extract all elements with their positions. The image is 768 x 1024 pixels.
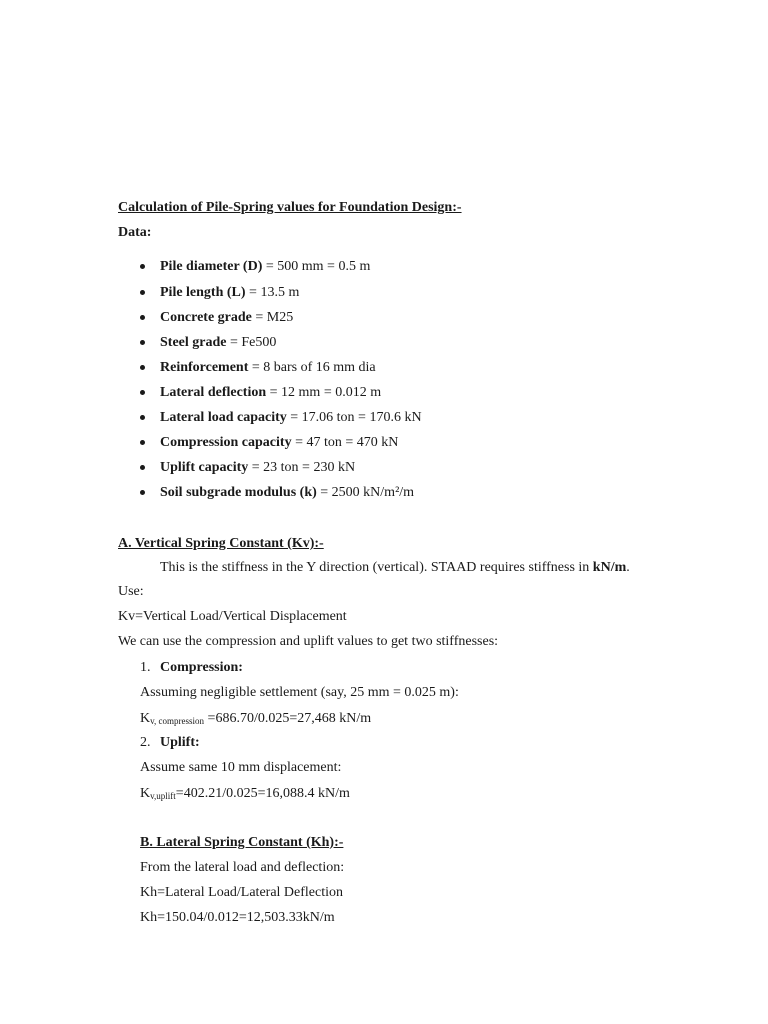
- list-item: Pile length (L) = 13.5 m: [160, 285, 300, 300]
- list-item: Reinforcement = 8 bars of 16 mm dia: [160, 360, 376, 375]
- section-b-result: Kh=150.04/0.012=12,503.33kN/m: [140, 910, 335, 925]
- list-item: Steel grade = Fe500: [160, 335, 277, 350]
- bullet-icon: [140, 490, 145, 495]
- list-item: Lateral load capacity = 17.06 ton = 170.6 kN: [160, 410, 422, 425]
- section-a-intro: This is the stiffness in the Y direction (vertical). STAAD requires stiffness in kN/m.: [160, 560, 630, 575]
- section-a-formula: Kv=Vertical Load/Vertical Displacement: [118, 609, 347, 624]
- bullet-icon: [140, 340, 145, 345]
- section-a-title: A. Vertical Spring Constant (Kv):-: [118, 536, 324, 551]
- list-item: Pile diameter (D) = 500 mm = 0.5 m: [160, 259, 371, 274]
- section-a-note: We can use the compression and uplift values to get two stiffnesses:: [118, 634, 499, 649]
- compression-result: $K_{v, compression} =686.70/0.025=27,468$ kN/m: [140, 711, 372, 726]
- list-item: Compression capacity = 47 ton = 470 kN: [160, 435, 399, 450]
- bullet-icon: [140, 415, 145, 420]
- list-item: Uplift capacity = 23 ton = 230 kN: [160, 460, 356, 475]
- list-item: Lateral deflection = 12 mm = 0.012 m: [160, 385, 382, 400]
- uplift-label: Uplift:: [160, 735, 200, 750]
- bullet-icon: [140, 390, 145, 395]
- document-heading: Calculation of Pile-Spring values for Foundation Design:-: [118, 200, 462, 215]
- list-item: Soil subgrade modulus (k) = 2500 kN/m²/m: [160, 485, 415, 500]
- bullet-icon: [140, 264, 145, 269]
- section-b-formula: Kh=Lateral Load/Lateral Deflection: [140, 885, 344, 900]
- uplift-text: Assume same 10 mm displacement:: [140, 760, 342, 775]
- bullet-icon: [140, 465, 145, 470]
- compression-text: Assuming negligible settlement (say, 25 mm = 0.025 m):: [140, 685, 459, 700]
- bullet-icon: [140, 365, 145, 370]
- section-b-title: B. Lateral Spring Constant (Kh):-: [140, 835, 344, 850]
- compression-label: Compression:: [160, 660, 243, 675]
- bullet-icon: [140, 290, 145, 295]
- list-item: Concrete grade = M25: [160, 310, 294, 325]
- section-a-use: Use:: [118, 584, 144, 599]
- section-b-intro: From the lateral load and deflection:: [140, 860, 345, 875]
- uplift-result: $K_{v,uplift}=402.21/0.025=16,088.4$ kN/m: [140, 786, 350, 801]
- item-number: 2.: [140, 735, 151, 750]
- bullet-icon: [140, 440, 145, 445]
- item-number: 1.: [140, 660, 151, 675]
- data-label: Data:: [118, 225, 152, 240]
- bullet-icon: [140, 315, 145, 320]
